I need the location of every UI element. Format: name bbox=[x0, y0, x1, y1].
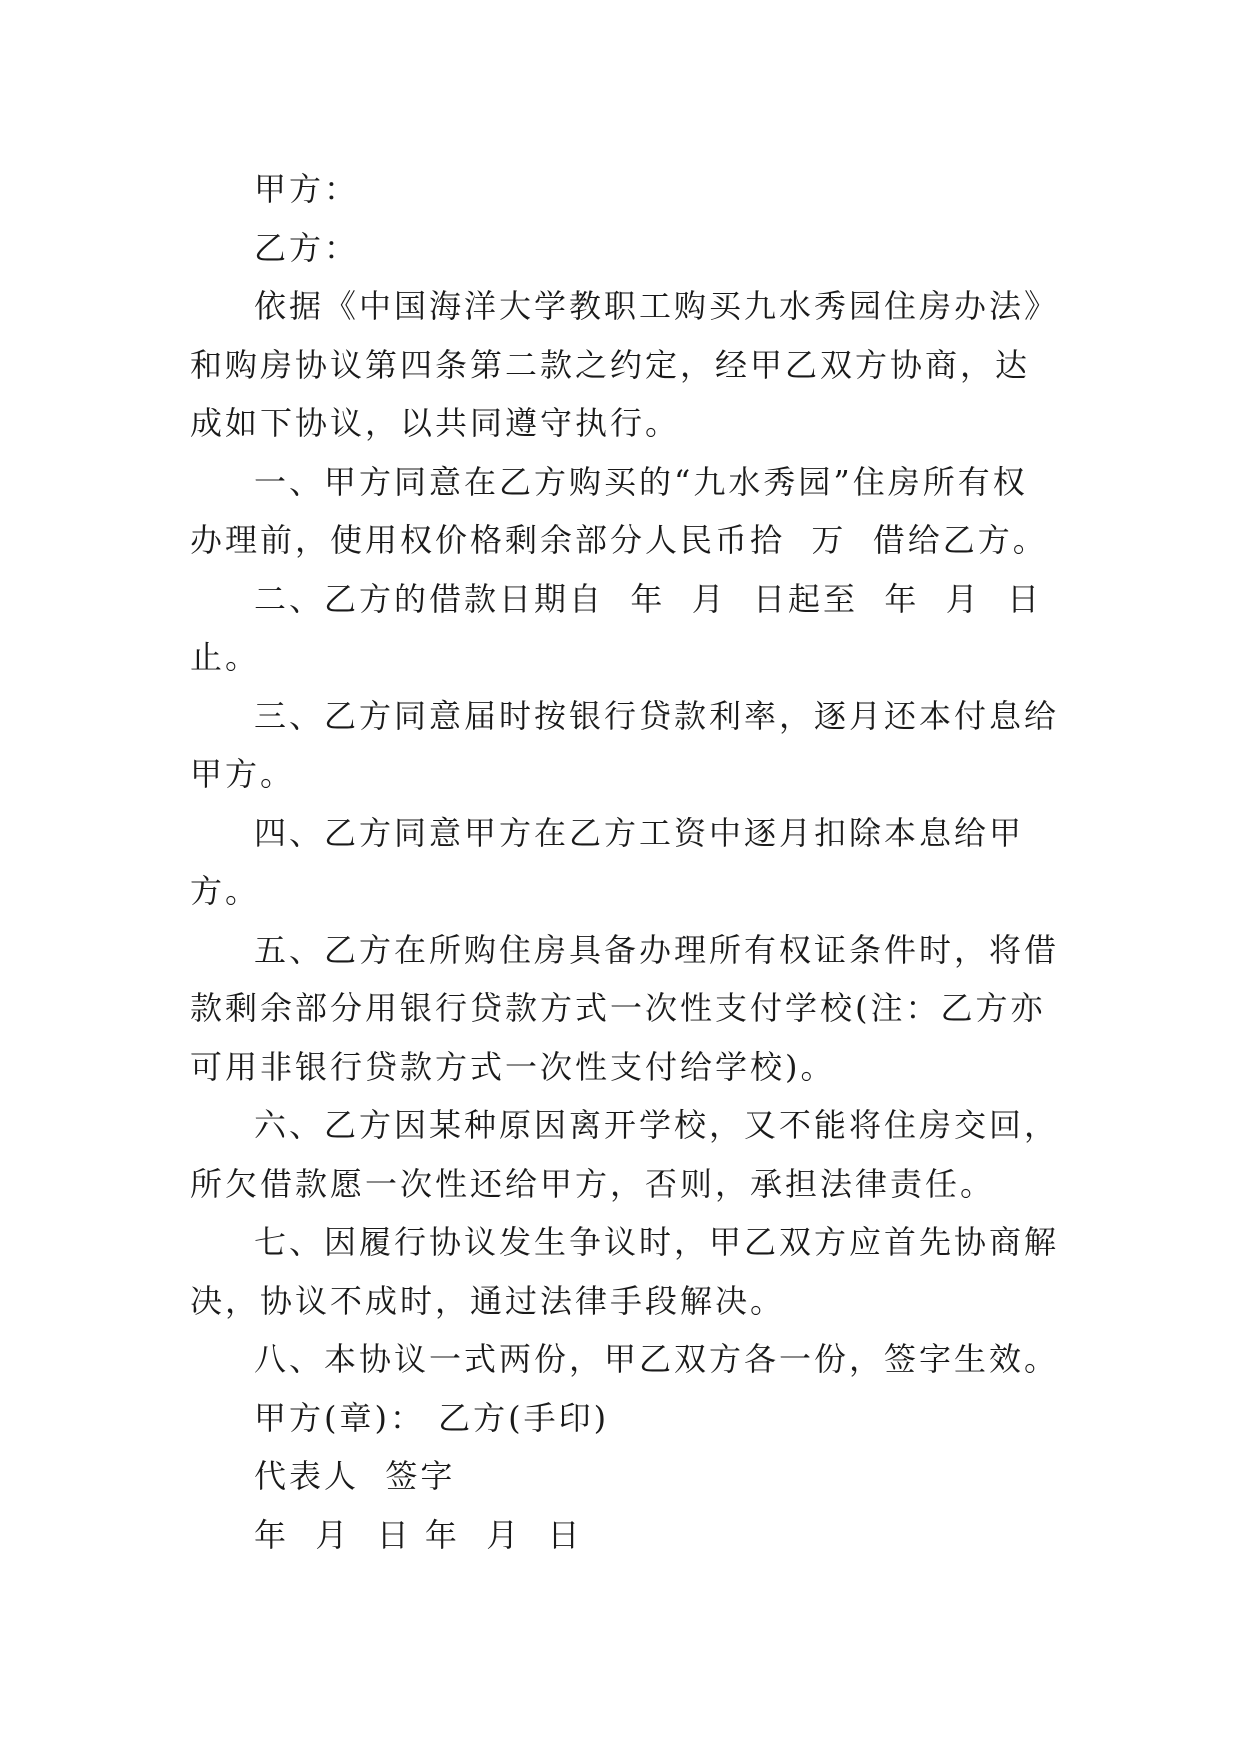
party-b-line: 乙方： bbox=[254, 228, 360, 267]
agreement-body bbox=[190, 160, 1060, 1564]
clause-5: 五、乙方在所购住房具备办理所有权证条件时，将借款剩余部分用银行贷款方式一次性支付学校(注：乙方亦可用非银行贷款方式一次性支付给学校)。 bbox=[190, 930, 1060, 1086]
clause-1: 一、甲方同意在乙方购买的“九水秀园”住房所有权办理前，使用权价格剩余部分人民币拾 万 借给乙方。 bbox=[190, 462, 1048, 559]
signature-representative-line: 代表人 签字 bbox=[254, 1457, 456, 1495]
clause-7: 七、因履行协议发生争议时，甲乙双方应首先协商解决，协议不成时，通过法律手段解决。 bbox=[190, 1223, 1060, 1320]
party-a-line: 甲方： bbox=[254, 170, 360, 208]
signature-parties-line: 甲方(章)： 乙方(手印) bbox=[254, 1398, 610, 1437]
preamble-paragraph: 依据《中国海洋大学教职工购买九水秀园住房办法》和购房协议第四条第二款之约定，经甲乙双方协商，达成如下协议，以共同遵守执行。 bbox=[190, 287, 1060, 442]
clause-2: 二、乙方的借款日期自 年 月 日起至 年 月 日止。 bbox=[190, 579, 1043, 676]
clause-4: 四、乙方同意甲方在乙方工资中逐月扣除本息给甲方。 bbox=[190, 813, 1025, 910]
clause-8: 八、本协议一式两份，甲乙双方各一份，签字生效。 bbox=[254, 1340, 1060, 1378]
clause-3: 三、乙方同意届时按银行贷款利率，逐月还本付息给甲方。 bbox=[190, 696, 1060, 793]
clause-6: 六、乙方因某种原因离开学校，又不能将住房交回，所欠借款愿一次性还给甲方，否则，承担法律责任。 bbox=[190, 1106, 1060, 1203]
signature-date-line: 年 月 日 年 月 日 bbox=[254, 1515, 583, 1554]
